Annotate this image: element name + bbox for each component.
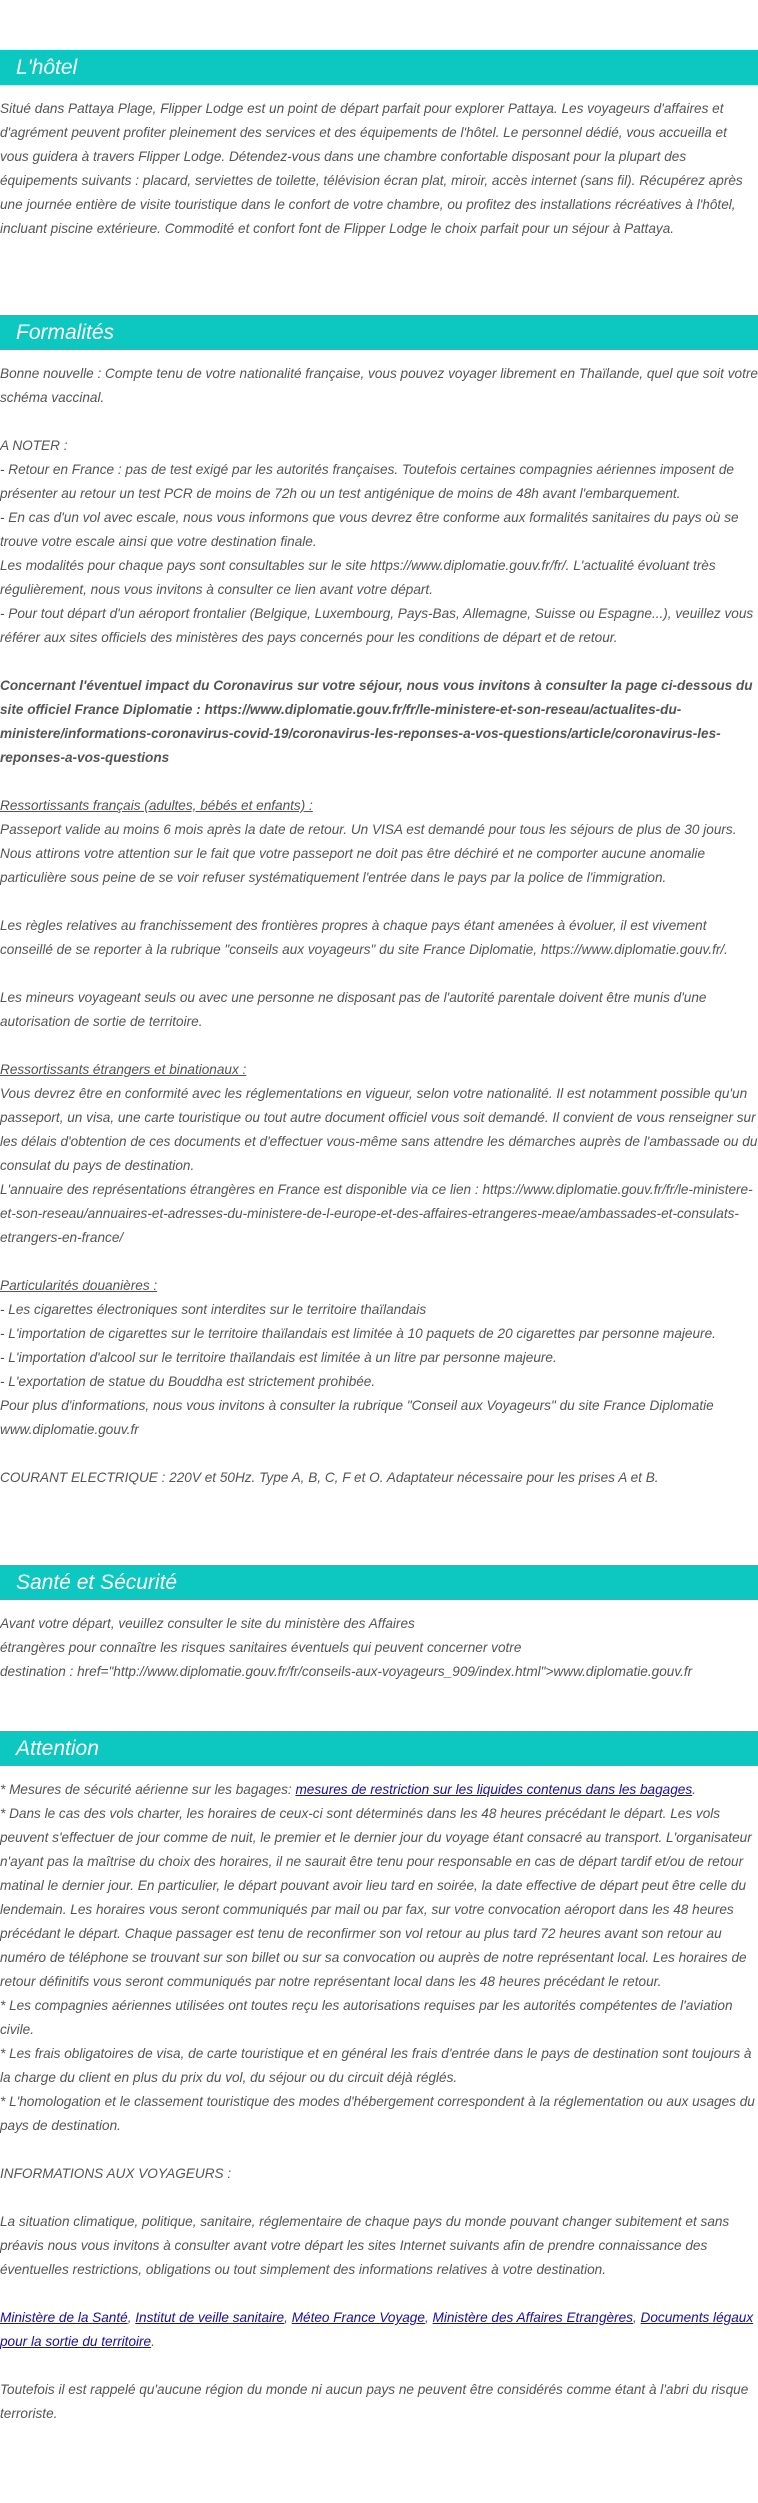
- douane-info: Pour plus d'informations, nous vous invitons à consulter la rubrique "Conseil aux Voyageurs" du site France Diplomatie www.diplomatie.gouv.fr: [0, 1398, 714, 1437]
- mesures-prefix: * Mesures de sécurité aérienne sur les bagages:: [0, 1782, 296, 1797]
- annuaire-text: L'annuaire des représentations étrangères en France est disponible via ce lien : https://www.diplomatie.gouv.fr/fr/le-ministere-et-son-reseau/annuaires-et-adresses-du-ministere-de-l-europe-et-des-affaires-etrangeres-meae/ambassades-et-consulats-etrangers-en-france/: [0, 1182, 753, 1245]
- douane-item: - Les cigarettes électroniques sont interdites sur le territoire thaïlandais: [0, 1302, 427, 1317]
- covid-notice: Concernant l'éventuel impact du Coronavirus sur votre séjour, nous vous invitons à consulter la page ci-dessous du site officiel France Diplomatie : https://www.diplomatie.gouv.fr/fr/le-ministere-et-son-reseau/actualites-du-ministere/informations-coronavirus-covid-19/coronavirus-les-reponses-a-vos-questions/article/coronavirus-les-reponses-a-vos-questions: [0, 678, 753, 765]
- link-meteo-france[interactable]: Méteo France Voyage: [291, 2310, 425, 2325]
- link-ministere-sante[interactable]: Ministère de la Santé: [0, 2310, 128, 2325]
- sante-line: destination : href="http://www.diplomatie.gouv.fr/fr/conseils-aux-voyageurs_909/index.html">www.diplomatie.gouv.fr: [0, 1664, 693, 1679]
- mineurs-text: Les mineurs voyageant seuls ou avec une personne ne disposant pas de l'autorité parentale doivent être munis d'une autorisation de sortie de territoire.: [0, 990, 707, 1029]
- link-documents-legaux[interactable]: Documents légaux pour la sortie du territoire: [0, 2310, 754, 2349]
- link-veille-sanitaire[interactable]: Institut de veille sanitaire: [135, 2310, 285, 2325]
- liquides-link[interactable]: mesures de restriction sur les liquides contenus dans les bagages: [295, 1782, 693, 1797]
- official-links: Ministère de la Santé, Institut de veille sanitaire, Méteo France Voyage, Ministère des Affaires Etrangères, Documents légaux pour la sortie du territoire.: [0, 2310, 754, 2349]
- etrangers-heading: Ressortissants étrangers et binationaux :: [0, 1062, 247, 1077]
- hotel-description: Situé dans Pattaya Plage, Flipper Lodge est un point de départ parfait pour explorer Pattaya. Les voyageurs d'affaires et d'agrément peuvent profiter pleinement des services et des équipements de l'hôtel. Le personnel dédié, vous accueilla et vous guidera à travers Flipper Lodge. Détendez-vous dans une chambre confortable disposant pour la plupart des équipements suivants : placard, serviettes de toilette, télévision écran plat, miroir, accès internet (sans fil). Récupérez après une journée entière de visite touristique dans le confort de votre chambre, ou profitez des installations récréatives à l'hôtel, incluant piscine extérieure. Commodité et confort font de Flipper Lodge le choix parfait pour un séjour à Pattaya.: [0, 101, 743, 236]
- informations-voyageurs-heading: INFORMATIONS AUX VOYAGEURS :: [0, 2166, 232, 2181]
- formalites-intro: Bonne nouvelle : Compte tenu de votre nationalité française, vous pouvez voyager librement en Thaïlande, quel que soit votre schéma vaccinal.: [0, 366, 758, 405]
- section-title-attention: Attention: [0, 1731, 758, 1766]
- note-escale: - En cas d'un vol avec escale, nous vous informons que vous devrez être conforme aux formalités sanitaires du pays où se trouve votre escale ainsi que votre destination finale.: [0, 510, 739, 549]
- sante-line: étrangères pour connaître les risques sanitaires éventuels qui peuvent concerner votre: [0, 1640, 522, 1655]
- compagnies-aeriennes: * Les compagnies aériennes utilisées ont toutes reçu les autorisations requises par les autorités compétentes de l'aviation civile.: [0, 1998, 733, 2037]
- section-title-sante: Santé et Sécurité: [0, 1565, 758, 1600]
- section-attention: [0, 1731, 758, 2426]
- note-retour: - Retour en France : pas de test exigé par les autorités françaises. Toutefois certaines compagnies aériennes imposent de présenter au retour un test PCR de moins de 72h ou un test antigénique de moins de 48h avant l'embarquement.: [0, 462, 734, 501]
- francais-heading: Ressortissants français (adultes, bébés et enfants) :: [0, 798, 313, 813]
- mesures-securite: [0, 1778, 758, 1802]
- sante-line: Avant votre départ, veuillez consulter le site du ministère des Affaires: [0, 1616, 415, 1631]
- section-formalites: [0, 315, 758, 1490]
- etrangers-text: Vous devrez être en conformité avec les réglementations en vigueur, selon votre nationalité. Il est notamment possible qu'un passeport, un visa, une carte touristique ou tout autre document officiel vous soit demandé. Il convient de vous renseigner sur les délais d'obtention de ces documents et d'effectuer vous-même sans attendre les démarches auprès de l'ambassade ou du consulat du pays de destination.: [0, 1086, 758, 1173]
- vols-charter: * Dans le cas des vols charter, les horaires de ceux-ci sont déterminés dans les 48 heures précédant le départ. Les vols peuvent s'effectuer de jour comme de nuit, le premier et le dernier jour du voyage étant consacré au transport. L'organisateur n'ayant pas la maîtrise du choix des horaires, il ne saurait être tenu pour responsable en cas de départ tardif et/ou de retour matinal le dernier jour. En particulier, le départ pouvant avoir lieu tard en soirée, la date effective de départ peut être celle du lendemain. Les horaires vous seront communiqués par mail ou par fax, sur votre convocation aéroport dans les 48 heures précédant le départ. Chaque passager est tenu de reconfirmer son vol retour au plus tard 72 heures avant son retour au numéro de téléphone se trouvant sur son billet ou sur sa convocation ou auprès de notre représentant local. Les horaires de retour définitifs vous seront communiqués par notre représentant local dans les 48 heures précédant le retour.: [0, 1806, 752, 1989]
- section-title-hotel: L'hôtel: [0, 50, 758, 85]
- a-noter-heading: A NOTER :: [0, 438, 68, 453]
- douane-item: - L'importation de cigarettes sur le territoire thaïlandais est limitée à 10 paquets de 20 cigarettes par personne majeure.: [0, 1326, 716, 1341]
- link-affaires-etrangeres[interactable]: Ministère des Affaires Etrangères: [432, 2310, 633, 2325]
- douane-item: - L'exportation de statue du Bouddha est strictement prohibée.: [0, 1374, 376, 1389]
- regles-frontieres: Les règles relatives au franchissement des frontières propres à chaque pays étant amenées à évoluer, il est vivement conseillé de se reporter à la rubrique "conseils aux voyageurs" du site France Diplomatie, https://www.diplomatie.gouv.fr/.: [0, 918, 728, 957]
- francais-text: Passeport valide au moins 6 mois après la date de retour. Un VISA est demandé pour tous les séjours de plus de 30 jours. Nous attirons votre attention sur le fait que votre passeport ne doit pas être déchiré et ne comporter aucune anomalie particulière sous peine de se voir refuser systématiquement l'entrée dans le pays par la police de l'immigration.: [0, 822, 737, 885]
- frais-obligatoires: * Les frais obligatoires de visa, de carte touristique et en général les frais d'entrée dans le pays de destination sont toujours à la charge du client en plus du prix du vol, du séjour ou du circuit déjà réglés.: [0, 2046, 752, 2085]
- douane-heading: Particularités douanières :: [0, 1278, 158, 1293]
- homologation: * L'homologation et le classement touristique des modes d'hébergement correspondent à la réglementation ou aux usages du pays de destination.: [0, 2094, 755, 2133]
- section-sante: [0, 1565, 758, 1684]
- note-aeroport-frontalier: - Pour tout départ d'un aéroport frontalier (Belgique, Luxembourg, Pays-Bas, Allemagne, Suisse ou Espagne...), veuillez vous référer aux sites officiels des ministères des pays concernés pour les conditions de départ et de retour.: [0, 606, 754, 645]
- situation-text: La situation climatique, politique, sanitaire, réglementaire de chaque pays du monde pouvant changer subitement et sans préavis nous vous invitons à consulter avant votre départ les sites Internet suivants afin de prendre connaissance des éventuelles restrictions, obligations ou tout simplement des informations relatives à votre destination.: [0, 2214, 730, 2277]
- mesures-suffix: .: [692, 1782, 696, 1797]
- risque-terroriste: Toutefois il est rappelé qu'aucune région du monde ni aucun pays ne peuvent être considérés comme étant à l'abri du risque terroriste.: [0, 2382, 749, 2421]
- courant-electrique: COURANT ELECTRIQUE : 220V et 50Hz. Type A, B, C, F et O. Adaptateur nécessaire pour les prises A et B.: [0, 1470, 659, 1485]
- section-title-formalites: Formalités: [0, 315, 758, 350]
- douane-item: - L'importation d'alcool sur le territoire thaïlandais est limitée à un litre par personne majeure.: [0, 1350, 557, 1365]
- section-hotel: [0, 50, 758, 241]
- note-modalites: Les modalités pour chaque pays sont consultables sur le site https://www.diplomatie.gouv.fr/fr/. L'actualité évoluant très régulièrement, nous vous invitons à consulter ce lien avant votre départ.: [0, 558, 716, 597]
